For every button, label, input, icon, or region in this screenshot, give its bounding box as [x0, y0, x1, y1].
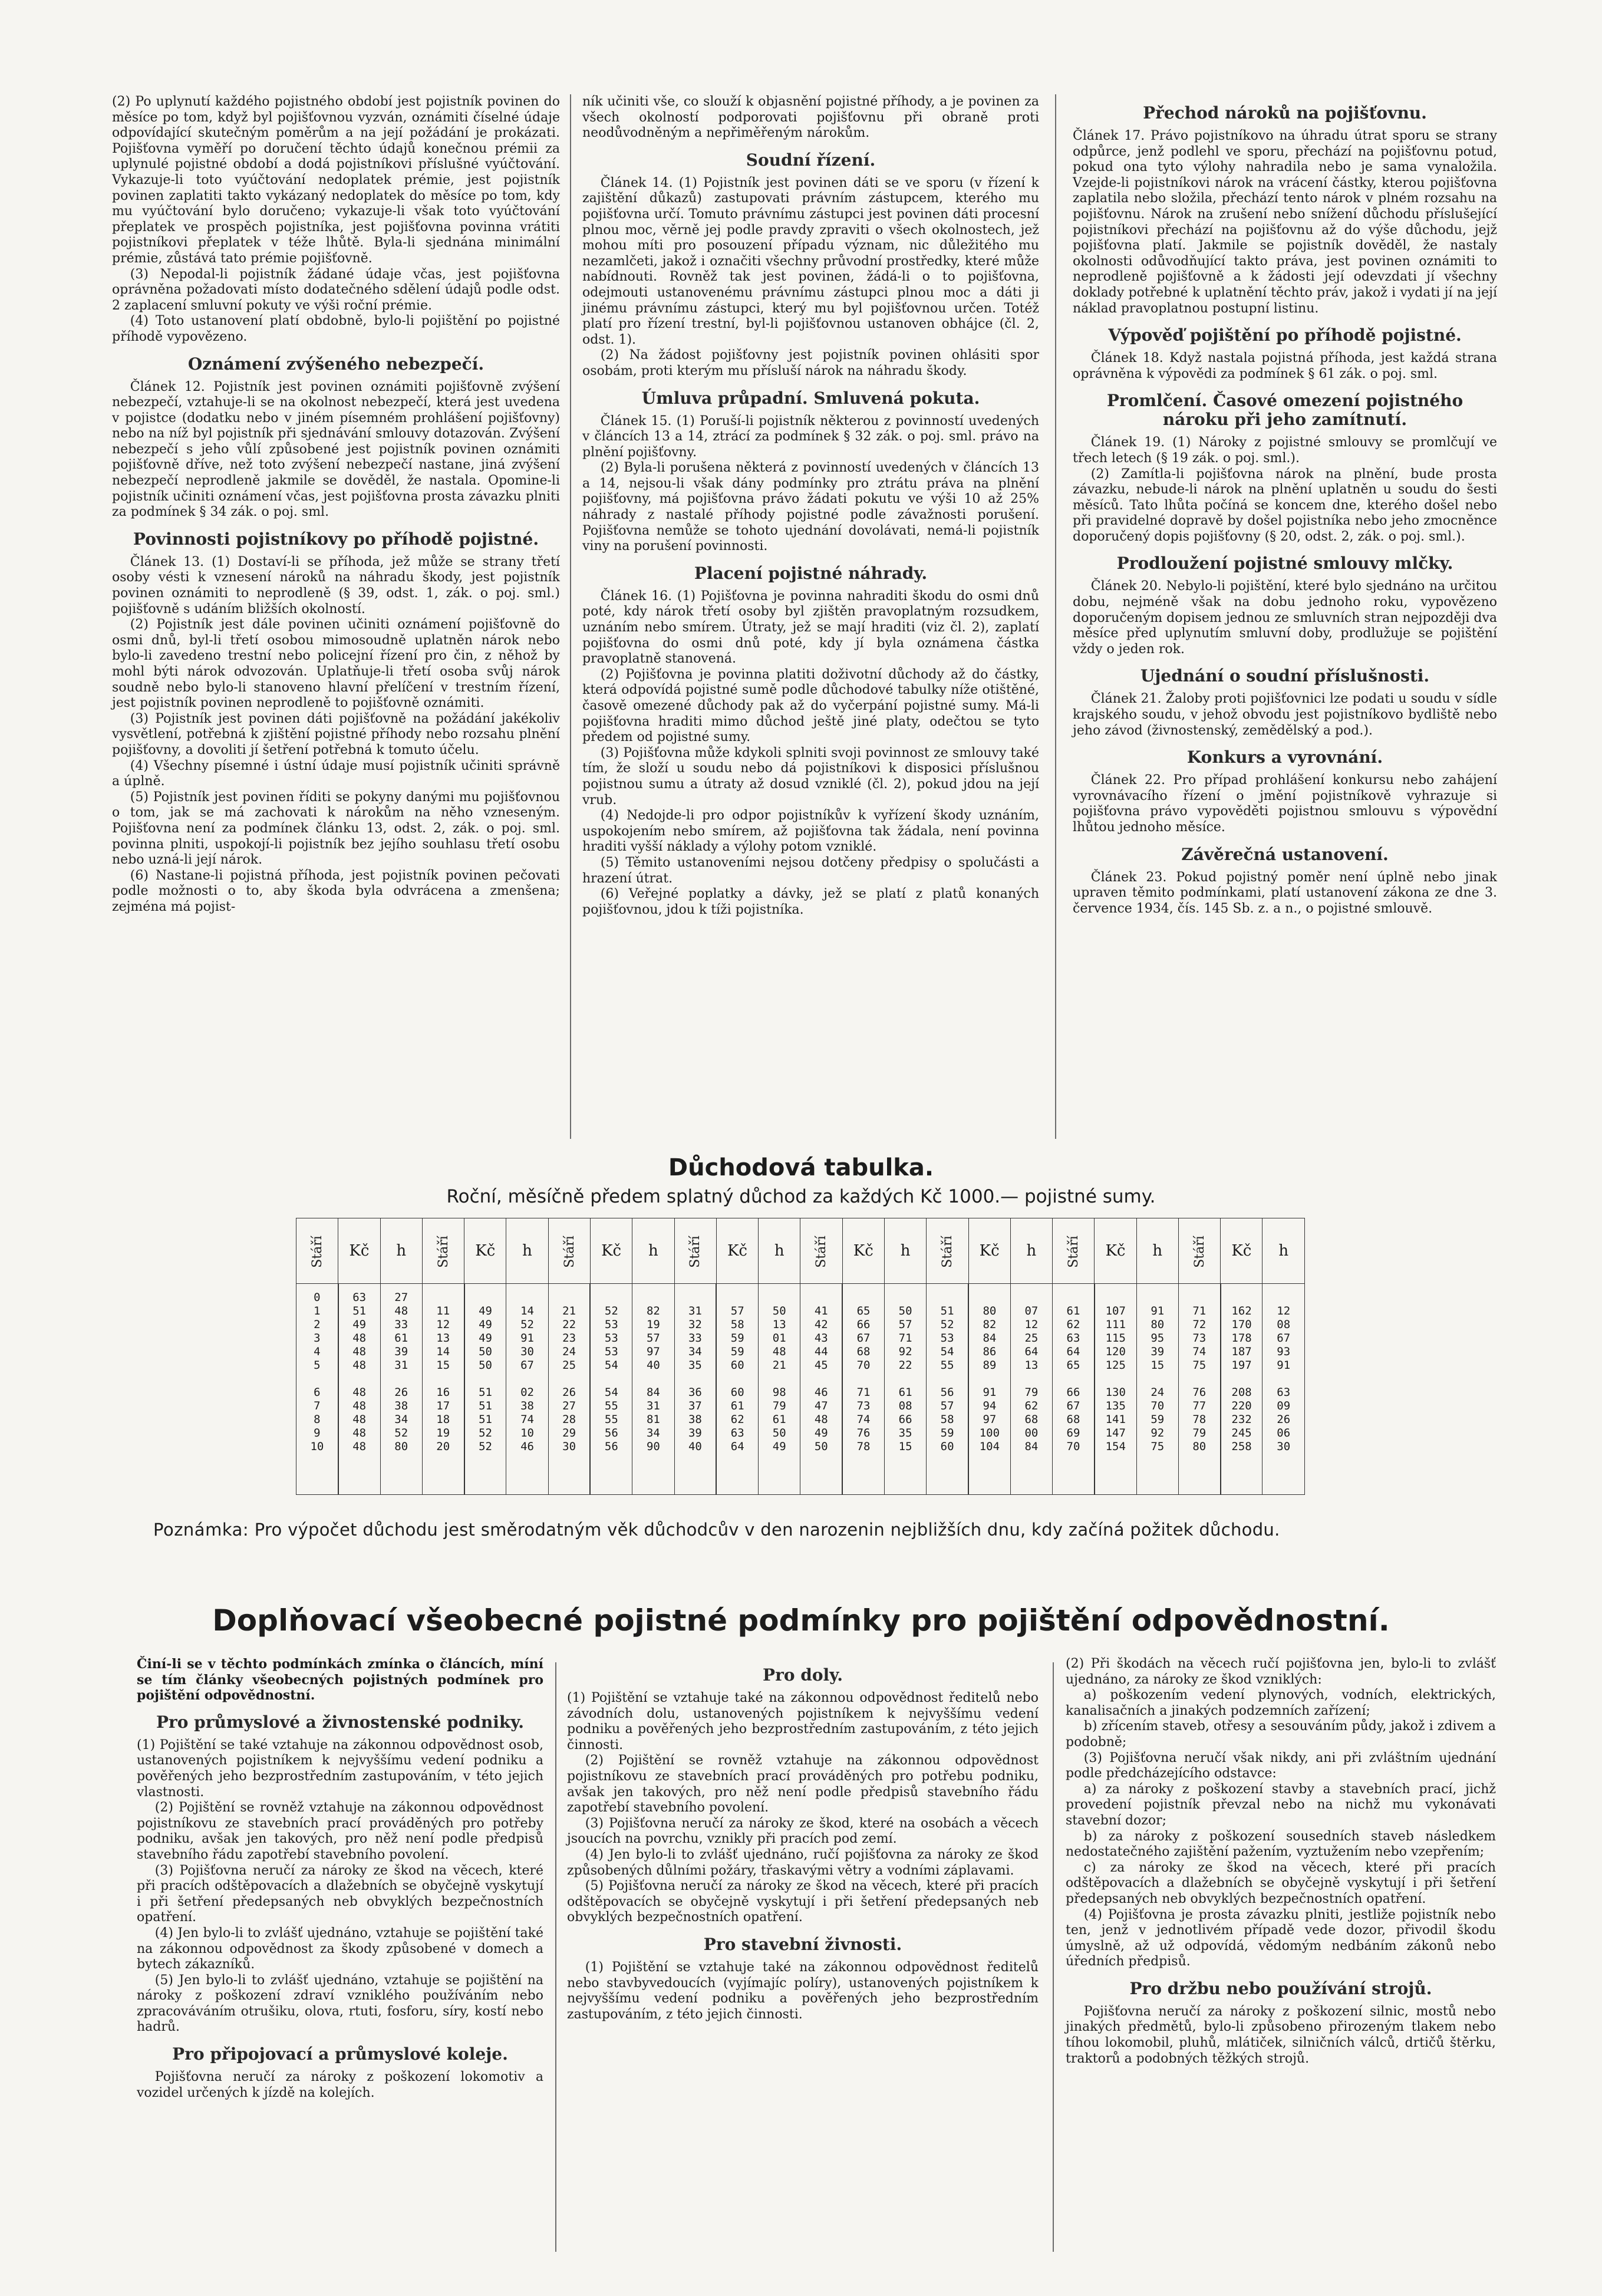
paragraph: Článek 22. Pro případ prohlášení konkursu nebo zahájení vyrovnávacího řízení o jmění pojistníkově vyhrazuje si pojišťovna právo vypověděti pojistnou smlouvu s výpovědní lhůtou jednoho měsíce. — [1073, 773, 1497, 835]
paragraph: Článek 16. (1) Pojišťovna je povinna nahraditi škodu do osmi dnů poté, kdy nárok třetí osoby byl zjištěn pravoplatným rozsudkem, uznáním nebo smírem. Útraty, jež se mají hraditi (viz čl. 2), zaplatí pojišťovna do osmi dnů poté, kdy jí byla oznámena částka pravoplatně stanovená. — [582, 588, 1039, 667]
column-header: h — [506, 1218, 548, 1284]
paragraph: (3) Pojišťovna neručí za nároky ze škod na věcech, které při pracích odštěpovacích a dlažebních se obyčejně vyskytují i při šetření předepsaných neb obvyklých bezpečnostních opatření. — [137, 1863, 543, 1925]
paragraph: Článek 13. (1) Dostaví-li se příhoda, jež může se strany třetí osoby vésti k vznesení nároků na náhradu škody, jest pojistník povinen oznámiti to neprodleně (§ 39, odst. 1, zák. o poj. sml.) pojišťovně s udáním bližších okolností. — [112, 554, 560, 617]
section-heading: Pro držbu nebo používání strojů. — [1129, 1978, 1432, 1998]
section-heading: Povinnosti pojistníkovy po příhodě pojistné. — [133, 529, 539, 549]
annuity-table-subtitle: Roční, měsíčně předem splatný důchod za každých Kč 1000.— pojistné sumy. — [446, 1186, 1156, 1207]
column-header: h — [1010, 1218, 1052, 1284]
section-heading: Přechod nároků na pojišťovnu. — [1143, 103, 1427, 123]
column-header: Kč — [1221, 1218, 1263, 1284]
paragraph: (3) Pojišťovna může kdykoli splniti svoji povinnost ze smlouvy také tím, že složí u soudu nebo dá pojistníkovi k disposici příslušnou pojistnou sumu a útraty až dosud vzniklé (čl. 2), pokud jdou na její vrub. — [582, 745, 1039, 808]
column-header: Kč — [968, 1218, 1010, 1284]
paragraph: (4) Jen bylo-li to zvlášť ujednáno, ručí pojišťovna za nároky ze škod způsobených důlními požáry, třaskavými větry a vodními záplavami. — [567, 1847, 1039, 1878]
table-column-values: 50 13 01 48 21 98 79 61 50 49 — [759, 1284, 800, 1495]
column-header-label: Stáří — [1066, 1236, 1081, 1268]
paragraph: Pojišťovna neručí za nároky z poškození silnic, mostů nebo jinakých předmětů, bylo-li způsobeno přirozeným tlakem nebo tíhou lokomobil, pluhů, mlátiček, silničních válců, drtičů štěrku, traktorů a podobných těžkých strojů. — [1066, 2004, 1496, 2066]
paragraph: Článek 19. (1) Nároky z pojistné smlouvy se promlčují ve třech letech (§ 19 zák. o poj. sml.). — [1073, 435, 1497, 466]
column-header-label: Stáří — [688, 1236, 703, 1268]
section-heading: Pro průmyslové a živnostenské podniky. — [156, 1712, 525, 1732]
column-header-label: Stáří — [940, 1236, 955, 1268]
column-divider — [570, 94, 571, 1139]
paragraph: a) poškozením vedení plynových, vodních, elektrických, kanalisačních a jinakých podzemních zařízení; — [1066, 1688, 1496, 1718]
paragraph: (4) Všechny písemné i ústní údaje musí pojistník učiniti správně a úplně. — [112, 758, 560, 789]
annuity-note-text: Pro výpočet důchodu jest směrodatným věk důchodcův v den narozenin nejbližších dnu, kdy začíná požitek důchodu. — [254, 1520, 1280, 1540]
part2-column-2 — [567, 1656, 1039, 2022]
table-column-values: 14 52 91 30 67 02 38 74 10 46 — [506, 1284, 548, 1495]
section-heading: Výpověď pojištění po příhodě pojistné. — [1108, 325, 1462, 345]
paragraph: Pojišťovna neručí za nároky z poškození lokomotiv a vozidel určených k jízdě na kolejích. — [137, 2070, 543, 2100]
annuity-note-label: Poznámka: — [153, 1520, 249, 1540]
table-column-values: 51 52 53 54 55 56 57 58 59 60 — [927, 1284, 968, 1495]
paragraph: Článek 17. Právo pojistníkovo na úhradu útrat sporu se strany odpůrce, jenž podlehl ve sporu, přechází na pojišťovnu potud, pokud ona tyto výlohy nahradila nebo je sama vynaložila. Vzejde-li pojistníkovi nárok na vrácení částky, kterou pojišťovna zaplatila nebo složila, přechází tento nárok v plném rozsahu na pojišťovnu. Nárok na zrušení nebo snížení důchodu příslušející pojistníkovi přechází na pojišťovnu až do výše důchodu, jejž pojišťovna platí. Jakmile se pojistník dověděl, že nastaly okolnosti odůvodňující takto práva, jest povinen oznámiti to neprodleně pojišťovně a k žádosti její odevzdati jí všechny doklady potřebné k uplatnění těchto práv, jakož i vydati jí na její náklad pravoplatnou postupní listinu. — [1073, 129, 1497, 316]
section-heading: Pro stavební živnosti. — [703, 1934, 902, 1954]
section-heading: Úmluva průpadní. Smluvená pokuta. — [641, 388, 980, 408]
table-column-values: 61 62 63 64 65 66 67 68 69 70 — [1053, 1284, 1095, 1495]
paragraph: b) za nároky z poškození sousedních staveb následkem nedostatečného zajištění pažením, vyztužením nebo vzepřením; — [1066, 1829, 1496, 1860]
table-column-values: 57 58 59 59 60 60 61 62 63 64 — [716, 1284, 758, 1495]
paragraph: (2) Zamítla-li pojišťovna nárok na plnění, bude prosta závazku, nebude-li nárok na plnění uplatněn u soudu do šesti měsíců. Tato lhůta počíná se koncem dne, kterého došel nebo při pravidelné dopravě by došel pojistníka nebo jeho zmocněnce doporučený dopis pojišťovny (§ 20, odst. 2, zák. o poj. sml.). — [1073, 466, 1497, 544]
column-header-label: Stáří — [1192, 1236, 1207, 1268]
table-column-values: 50 57 71 92 22 61 08 66 35 15 — [884, 1284, 926, 1495]
table-column-values: 41 42 43 44 45 46 47 48 49 50 — [800, 1284, 842, 1495]
paragraph: (2) Pojistník jest dále povinen učiniti oznámení pojišťovně do osmi dnů, byl-li třetí osobou mimosoudně uplatněn nárok nebo bylo-li zavedeno trestní nebo policejní řízení pro čin, z něhož by mohl býti nárok odvozován. Uplatňuje-li třetí osoba svůj nárok soudně nebo bylo-li stanoveno hlavní přelíčení v trestním řízení, jest pojistník povinen neprodleně to pojišťovně oznámiti. — [112, 617, 560, 711]
paragraph: Článek 18. Když nastala pojistná příhoda, jest každá strana oprávněna k výpovědi za podmínek § 61 zák. o poj. sml. — [1073, 351, 1497, 381]
table-column-values: 107 111 115 120 125 130 135 141 147 154 — [1095, 1284, 1136, 1495]
column-divider — [555, 1662, 556, 2252]
section-heading: Pro připojovací a průmyslové koleje. — [172, 2044, 508, 2064]
paragraph: a) za nároky z poškození stavby a stavebních prací, jichž provedení pojistník převzal nebo na nichž mu vykonávati stavební dozor; — [1066, 1781, 1496, 1828]
table-column-values: 49 49 49 50 50 51 51 51 52 52 — [464, 1284, 506, 1495]
section-heading: Placení pojistné náhrady. — [694, 563, 928, 583]
column-header: Kč — [842, 1218, 884, 1284]
paragraph: (3) Nepodal-li pojistník žádané údaje včas, jest pojišťovna oprávněna požadovati místo dodatečného sdělení údajů podle odst. 2 zaplacení smluvní pokuty ve výši roční prémie. — [112, 266, 560, 313]
paragraph: Článek 12. Pojistník jest povinen oznámiti pojišťovně zvýšení nebezpečí, vztahuje-li se na okolnost nebezpečí, která jest uvedena v pojistce (dodatku nebo v jiném písemném prohlášení pojišťovny) nebo na níž byl pojistník při sjednávání smlouvy dotazován. Zvýšení nebezpečí s jeho vůlí způsobené jest pojistník povinen oznámiti pojišťovně dříve, než toto zvýšení nebezpečí nastane, jiná zvýšení nebezpečí neprodleně jakmile se dověděl, že nastala. Opomine-li pojistník učiniti oznámení včas, jest pojišťovna prosta závazku plniti za podmínek § 34 zák. o poj. sml. — [112, 379, 560, 520]
table-column-values: 07 12 25 64 13 79 62 68 00 84 — [1010, 1284, 1052, 1495]
paragraph: (1) Pojištění se vztahuje také na zákonnou odpovědnost ředitelů nebo stavbyvedoucích (vyjímajíc políry), ustanovených pojistníkem k nejvyššímu vedení podniku a pověřených jeho bezprostředním zastupováním, z této jejich činnosti. — [567, 1959, 1039, 2022]
column-header: h — [1136, 1218, 1178, 1284]
section-heading: Konkurs a vyrovnání. — [1186, 747, 1383, 767]
section-heading: Ujednání o soudní příslušnosti. — [1140, 666, 1430, 686]
paragraph: (6) Veřejné poplatky a dávky, jež se platí z platů konaných pojišťovnou, jdou k tíži pojistníka. — [582, 887, 1039, 917]
part1-column-2 — [582, 94, 1039, 918]
section-heading: Soudní řízení. — [746, 150, 876, 170]
column-header-label: Stáří — [814, 1236, 829, 1268]
table-column-values: 12 08 67 93 91 63 09 26 06 30 — [1263, 1284, 1305, 1495]
column-divider — [1055, 94, 1056, 1139]
paragraph: (2) Pojišťovna je povinna platiti doživotní důchody až do částky, která odpovídá pojistné sumě podle důchodové tabulky níže otištěné, časově omezené důchody pak až do vyčerpání pojistné sumy. Má-li pojišťovna hraditi mimo důchod ještě jiné platy, odečtou se tyto předem od pojistné sumy. — [582, 667, 1039, 745]
paragraph: (4) Jen bylo-li to zvlášť ujednáno, vztahuje se pojištění také na zákonnou odpovědnost za škody způsobené v domech a bytech zákazníků. — [137, 1925, 543, 1972]
table-column-values: 82 19 57 97 40 84 31 81 34 90 — [632, 1284, 674, 1495]
column-header: Kč — [1095, 1218, 1136, 1284]
annuity-table-body — [296, 1284, 1305, 1495]
table-column-values: 21 22 23 24 25 26 27 28 29 30 — [548, 1284, 590, 1495]
column-header-label: Stáří — [436, 1236, 451, 1268]
column-header — [1053, 1218, 1095, 1284]
table-column-values: 65 66 67 68 70 71 73 74 76 78 — [842, 1284, 884, 1495]
paragraph: Článek 21. Žaloby proti pojišťovnici lze podati u soudu v sídle krajského soudu, v jehož obvodu jest pojistníkovo bydliště nebo jeho závod (živnostenský, zemědělský a pod.). — [1073, 691, 1497, 738]
column-header: Kč — [716, 1218, 758, 1284]
column-header: h — [1263, 1218, 1305, 1284]
paragraph: (6) Nastane-li pojistná příhoda, jest pojistník povinen pečovati podle možnosti o to, aby škoda byla odvrácena a zmenšena; zejména má pojist- — [112, 868, 560, 914]
part2-column-1 — [137, 1656, 543, 2101]
paragraph: c) za nároky ze škod na věcech, které při pracích odštěpovacích a dlažebních se obyčejně vyskytují i při šetření předepsaných neb obvyklých bezpečnostních opatření. — [1066, 1860, 1496, 1906]
section-heading: Promlčení. Časové omezení pojistného nároku při jeho zamítnutí. — [1106, 391, 1463, 430]
column-header: h — [759, 1218, 800, 1284]
column-header — [927, 1218, 968, 1284]
paragraph: (2) Při škodách na věcech ručí pojišťovna jen, bylo-li to zvlášť ujednáno, za nároky ze škod vzniklých: — [1066, 1656, 1496, 1687]
paragraph: (2) Na žádost pojišťovny jest pojistník povinen ohlásiti spor osobám, proti kterým mu přísluší nárok na náhradu škody. — [582, 348, 1039, 378]
table-column-values: 71 72 73 74 75 76 77 78 79 80 — [1178, 1284, 1220, 1495]
paragraph: (5) Jen bylo-li to zvlášť ujednáno, vztahuje se pojištění na nároky z poškození zdraví vzniklého používáním nebo zpracováváním otrušiku, olova, rtuti, fosforu, síry, kostí nebo hadrů. — [137, 1972, 543, 2035]
paragraph: (5) Pojistník jest povinen říditi se pokyny danými mu pojišťovnou o tom, jak se má zachovati k nárokům na něho vzneseným. Pojišťovna není za podmínek článku 13, odst. 2, zák. o poj. sml. povinna plniti, uspokojí-li pojistník bez jejího souhlasu třetí osobu nebo uzná-li její nárok. — [112, 789, 560, 868]
table-column-values: 91 80 95 39 15 24 70 59 92 75 — [1136, 1284, 1178, 1495]
paragraph: (3) Pojišťovna neručí však nikdy, ani při zvláštním ujednání podle předcházejícího odstavce: — [1066, 1750, 1496, 1781]
paragraph: (2) Pojištění se rovněž vztahuje na zákonnou odpovědnost pojistníkovu ze stavebních prací prováděných pro potřeby podniku, avšak jen takových, pro něž není podle předpisů stavebního řádu zapotřebí stavebního povolení. — [137, 1800, 543, 1862]
paragraph: (5) Těmito ustanoveními nejsou dotčeny předpisy o spolučásti a hrazení útrat. — [582, 855, 1039, 886]
table-column-values: 0 1 2 3 4 5 6 7 8 9 10 — [296, 1284, 338, 1495]
section-heading: Závěrečná ustanovení. — [1181, 844, 1389, 864]
column-header — [800, 1218, 842, 1284]
part1-column-1 — [112, 94, 560, 915]
intro-note: Činí-li se v těchto podmínkách zmínka o článcích, míní se tím články všeobecných pojistných podmínek pro pojištění odpovědnostní. — [137, 1656, 543, 1704]
table-column-values: 31 32 33 34 35 36 37 38 39 40 — [674, 1284, 716, 1495]
column-header — [1178, 1218, 1220, 1284]
annuity-table-header — [296, 1218, 1305, 1284]
column-header: h — [632, 1218, 674, 1284]
table-column-values: 27 48 33 61 39 31 26 38 34 52 80 — [380, 1284, 422, 1495]
paragraph: (3) Pojišťovna neručí za nároky ze škod, které na osobách a věcech jsoucích na povrchu, vznikly při pracích pod zemí. — [567, 1816, 1039, 1847]
annuity-table — [296, 1218, 1305, 1495]
column-divider — [1053, 1662, 1054, 2252]
section-heading: Pro doly. — [763, 1665, 843, 1685]
column-header: h — [380, 1218, 422, 1284]
column-header: Kč — [464, 1218, 506, 1284]
paragraph: (4) Nedojde-li pro odpor pojistníkův k vyřízení škody uznáním, uspokojením nebo smírem, až pojišťovna tak žádala, není povinna hraditi vyšší náklady a výlohy potom vzniklé. — [582, 808, 1039, 855]
column-header: Kč — [338, 1218, 380, 1284]
paragraph: (1) Pojištění se vztahuje také na zákonnou odpovědnost ředitelů nebo závodních dolu, ustanovených pojistníkem k nejvyššímu vedení podniku a pověřených jeho bezprostředním zastupováním, z této jejich činnosti. — [567, 1691, 1039, 1753]
table-column-values: 162 170 178 187 197 208 220 232 245 258 — [1221, 1284, 1263, 1495]
column-header-label: Stáří — [309, 1236, 325, 1268]
paragraph: (5) Pojišťovna neručí za nároky ze škod na věcech, které při pracích odštěpovacích se obyčejně vyskytují i při šetření předepsaných neb obvyklých bezpečnostních opatření. — [567, 1879, 1039, 1925]
paragraph: (3) Pojistník jest povinen dáti pojišťovně na požádání jakékoliv vysvětlení, potřebná k zjištění pojistné příhody nebo rozsahu plnění pojišťovny, a dovoliti jí šetření potřebná k tomuto účelu. — [112, 711, 560, 757]
paragraph: ník učiniti vše, co slouží k objasnění pojistné příhody, a je povinen za všech okolností podporovati pojišťovnu při obraně proti neodůvodněným a nepřiměřeným nárokům. — [582, 94, 1039, 141]
paragraph: (2) Byla-li porušena některá z povinností uvedených v článcích 13 a 14, nejsou-li však dány podmínky pro ztrátu práva na plnění pojišťovny, má pojišťovna právo žádati pokutu ve výši 10 až 25% náhrady z nastalé příhody pojistné podle závažnosti porušení. Pojišťovna nemůže se tohoto ujednání dovolávati, nemá-li pojistník viny na porušení povinnosti. — [582, 460, 1039, 554]
section-heading: Oznámení zvýšeného nebezpečí. — [187, 354, 484, 374]
table-column-values: 80 82 84 86 89 91 94 97 100 104 — [968, 1284, 1010, 1495]
annuity-table-title: Důchodová tabulka. — [668, 1154, 934, 1181]
part1-column-3 — [1073, 94, 1497, 917]
paragraph: (2) Po uplynutí každého pojistného období jest pojistník povinen do měsíce po tom, když byl pojišťovnou vyzván, oznámiti číselné údaje odpovídající skutečným poměrům a na její požádání je prokázati. Pojišťovna vyměří po doručení těchto údajů konečnou prémii za uplynulé pojistné období a dodá pojistníkovi příslušné vyúčtování. Vykazuje-li toto vyúčtování nedoplatek prémie, jest pojistník povinen zaplatiti takto vykázaný nedoplatek do měsíce po tom, kdy mu vyúčtování bylo doručeno; vykazuje-li však toto vyúčtování přeplatek ve prospěch pojistníka, jest pojišťovna povinna vrátiti pojistníkovi přeplatek v téže lhůtě. Byla-li sjednána minimální prémie, zůstává tato prémie pojišťovně. — [112, 94, 560, 266]
paragraph: (4) Pojišťovna je prosta závazku plniti, jestliže pojistník nebo ten, jenž v jednotlivém případě vede dozor, přivodil škodu úmyslně, až už odpovídá, vědomým nedbáním zákonů nebo úředních předpisů. — [1066, 1907, 1496, 1969]
paragraph: (4) Toto ustanovení platí obdobně, bylo-li pojištění po pojistné příhodě vypovězeno. — [112, 314, 560, 344]
paragraph: Článek 14. (1) Pojistník jest povinen dáti se ve sporu (v řízení k zajištění důkazů) zastupovati právním zástupcem, kterého mu pojišťovna určí. Tomuto právnímu zástupci jest povinen dáti procesní plnou moc, věrně jej podle pravdy zpraviti o všech okolnostech, jež mohou míti pro posouzení případu význam, nic důležitého mu nezamlčeti, jakož i označiti všechny průvodní prostředky, které může nabídnouti. Rovněž tak jest povinen, žádá-li o to pojišťovna, odejmouti ustanovenému právnímu zástupci plnou moc a dáti ji jinému právnímu zástupci, který mu byl pojišťovnou určen. Totéž platí pro řízení trestní, byl-li pojišťovnou ustanoven obhájce (čl. 2, odst. 1). — [582, 175, 1039, 347]
column-header — [548, 1218, 590, 1284]
paragraph: Článek 20. Nebylo-li pojištění, které bylo sjednáno na určitou dobu, nejméně však na dobu jednoho roku, vypovězeno doporučeným dopisem jednou ze smluvních stran nejpozději dva měsíce před uplynutím smluvní doby, prodlužuje se pojištění vždy o jeden rok. — [1073, 579, 1497, 657]
paragraph: Článek 15. (1) Poruší-li pojistník některou z povinností uvedených v článcích 13 a 14, ztrácí za podmínek § 32 zák. o poj. sml. právo na plnění pojišťovny. — [582, 413, 1039, 460]
column-header — [296, 1218, 338, 1284]
paragraph: b) zřícením staveb, otřesy a sesouváním půdy, jakož i zdivem a podobně; — [1066, 1719, 1496, 1750]
column-header-label: Stáří — [562, 1236, 577, 1268]
part2-column-3 — [1066, 1656, 1496, 2067]
table-column-values: 63 51 49 48 48 48 48 48 48 48 48 — [338, 1284, 380, 1495]
annuity-note — [153, 1520, 1509, 1540]
column-header — [422, 1218, 464, 1284]
paragraph: (2) Pojištění se rovněž vztahuje na zákonnou odpovědnost pojistníkovu ze stavebních prací prováděných pro potřebu podniku, avšak jen takových, pro něž není podle předpisů stavebního řádu zapotřebí stavebního povolení. — [567, 1753, 1039, 1816]
paragraph: Článek 23. Pokud pojistný poměr není úplně nebo jinak upraven těmito podmínkami, platí ustanovení zákona ze dne 3. července 1934, čís. 145 Sb. z. a n., o pojistné smlouvě. — [1073, 869, 1497, 916]
table-column-values: 52 53 53 53 54 54 55 55 56 56 — [590, 1284, 632, 1495]
supplementary-conditions-title: Doplňovací všeobecné pojistné podmínky pro pojištění odpovědnostní. — [212, 1603, 1390, 1638]
paragraph: (1) Pojištění se také vztahuje na zákonnou odpovědnost osob, ustanovených pojistníkem k nejvyššímu vedení podniku a pověřených jeho bezprostředním zastupováním, v této jejich vlastnosti. — [137, 1737, 543, 1800]
column-header: Kč — [590, 1218, 632, 1284]
column-header: h — [884, 1218, 926, 1284]
column-header — [674, 1218, 716, 1284]
table-column-values: 11 12 13 14 15 16 17 18 19 20 — [422, 1284, 464, 1495]
section-heading: Prodloužení pojistné smlouvy mlčky. — [1116, 554, 1453, 574]
